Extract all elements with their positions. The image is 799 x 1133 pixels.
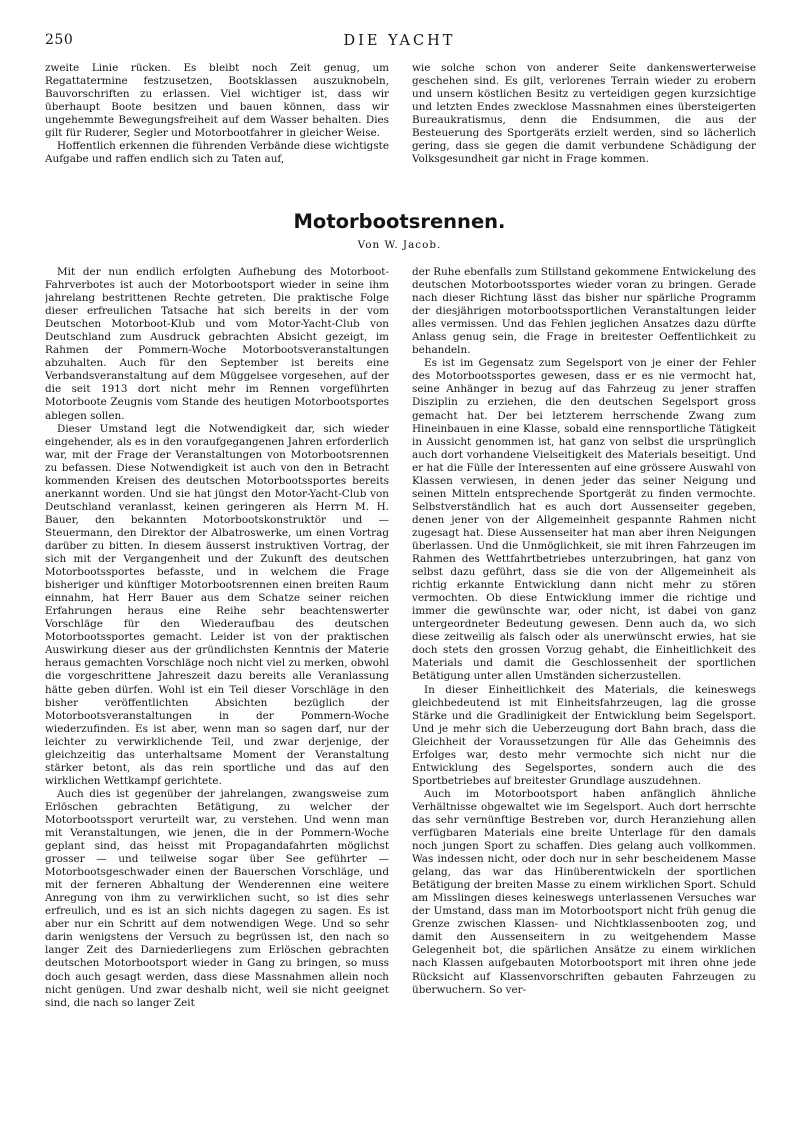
top-left-paragraph: zweite Linie rücken. Es bleibt noch Zeit genug, um Regattatermine festzusetzen, Bootsklassen auszuknobeln, Bauvorschriften zu erlassen. Viel wichtiger ist, dass wir überhaupt Boote besitzen und bauen können, dass wir ungehemmte Bewegungsfreiheit auf dem Wasser behalten. Dies gilt für Ruderer, Segler und Motorbootfahrer in gleicher Weise. — [45, 62, 389, 140]
article-right-paragraph: In dieser Einheitlichkeit des Materials, die keineswegs gleichbedeutend ist mit Einheitsfahrzeugen, lag die grosse Stärke und die Gradlinigkeit der Entwicklung beim Segelsport. Und je mehr sich die Ueberzeugung dort Bahn brach, dass die Gleichheit der Voraussetzungen für Alle das Geheimnis des Erfolges war, desto mehr vermochte sich nicht nur die Entwicklung des Segelsportes, sondern auch die des Sportbetriebes auf breitester Grundlage auszudehnen. — [412, 683, 756, 787]
article-right-paragraph: Auch im Motorbootsport haben anfänglich ähnliche Verhältnisse obgewaltet wie im Segelsport. Auch dort herrschte das sehr vernünftige Bestreben vor, durch Heranziehung allen verfügbaren Materials eine breite Unterlage für den damals noch jungen Sport zu schaffen. Dies gelang auch vollkommen. Was indessen nicht, oder doch nur in sehr bescheidenem Masse gelang, das war das Hinüberentwickeln der sportlichen Betätigung der breiten Masse zu einem wirklichen Sport. Schuld am Misslingen dieses keineswegs unterlassenen Versuches war der Umstand, dass man im Motorbootsport nicht früh genug die Grenze zwischen Klassen- und Nichtklassenbooten zog, und damit den Aussenseitern in zu weitgehendem Masse Gelegenheit bot, die spärlichen Ansätze zu einem wirklichen nach Klassen aufgebauten Motorbootsport mit ihren ohne jede Rücksicht auf Klassenvorschriften gebauten Fahrzeugen zu überwuchern. So ver- — [412, 787, 756, 996]
top-right-column — [412, 62, 756, 190]
article-right-paragraph: Es ist im Gegensatz zum Segelsport von je einer der Fehler des Motorbootssportes gewesen, dass er es nie vermocht hat, seine Anhänger in bezug auf das Fahrzeug zu jener straffen Disziplin zu erziehen, die den deutschen Segelsport gross gemacht hat. Der bei letzterem herrschende Zwang zum Hineinbauen in eine Klasse, sobald eine rennsportliche Tätigkeit in Aussicht genommen ist, hat ganz von selbst die ursprünglich auch dort vorhandene Vielseitigkeit des Materials beseitigt. Und er hat die Fülle der Interessenten auf eine grössere Auswahl von Klassen verwiesen, in denen jeder das seiner Neigung und seinen Mitteln entsprechende Sportgerät zu finden vermochte. Selbstverständlich hat es auch dort Aussenseiter gegeben, denen jener von der Allgemeinheit gespannte Rahmen nicht zugesagt hat. Diese Aussenseiter hat man aber ihren Neigungen überlassen. Und die Unmöglichkeit, sie mit ihren Fahrzeugen im Rahmen des Wettfahrtbetriebes unterzubringen, hat ganz von selbst dazu geführt, dass sie die von der Allgemeinheit als richtig erkannte Entwicklung dann nicht mehr zu stören vermochten. Ob diese Entwicklung immer die richtige und immer die gewünschte war, oder nicht, ist dabei von ganz untergeordneter Bedeutung gewesen. Denn auch da, wo sich diese zeitweilig als falsch oder als unerwünscht erwies, hat sie doch stets den grossen Vorzug gehabt, die Einheitlichkeit des Materials und damit die Geschlossenheit der sportlichen Betätigung unter allen Umständen sicherzustellen. — [412, 357, 756, 683]
article-left-paragraph: Dieser Umstand legt die Notwendigkeit dar, sich wieder eingehender, als es in den voraufgegangenen Jahren erforderlich war, mit der Frage der Veranstaltungen von Motorbootsrennen zu befassen. Diese Notwendigkeit ist auch von den in Betracht kommenden Kreisen des deutschen Motorbootssportes bereits anerkannt worden. Und sie hat jüngst den Motor-Yacht-Club von Deutschland veranlasst, keinen geringeren als Herrn M. H. Bauer, den bekannten Motorbootskonstruktör und — Steuermann, den Direktor der Albatroswerke, um einen Vortrag darüber zu bitten. In diesem äusserst instruktiven Vortrag, der sich mit der Vergangenheit und der Zukunft des deutschen Motorbootssportes befasste, und in welchem die Frage bisheriger und künftiger Motorbootsrennen einen breiten Raum einnahm, hat Herr Bauer aus dem Schatze seiner reichen Erfahrungen heraus eine Reihe sehr beachtenswerter Vorschläge für den Wiederaufbau des deutschen Motorbootssportes gemacht. Leider ist von der praktischen Auswirkung dieser aus der gründlichsten Kenntnis der Materie heraus gemachten Vorschläge noch nicht viel zu merken, obwohl die vorgeschrittene Jahreszeit dazu bereits alle Veranlassung hätte geben dürfen. Wohl ist ein Teil dieser Vorschläge in den bisher veröffentlichten Absichten bezüglich der Motorbootsveranstaltungen in der Pommern-Woche wiederzufinden. Es ist aber, wenn man so sagen darf, nur der leichter zu verwirklichende Teil, und zwar derjenige, der gleichzeitig das unterhaltsame Moment der Veranstaltung stärker betont, als das rein sportliche und das auf den wirklichen Wettkampf gerichtete. — [45, 422, 389, 787]
article-title: Motorbootsrennen. — [293, 210, 506, 233]
top-right-paragraph: wie solche schon von anderer Seite dankenswerterweise geschehen sind. Es gilt, verlorenes Terrain wieder zu erobern und unsern köstlichen Besitz zu verteidigen gegen kurzsichtige und letzten Endes zwecklose Massnahmen eines übersteigerten Bureaukratismus, denn die Endsummen, die aus der Besteuerung des Sportgeräts erzielt werden, sind so lächerlich gering, dass sie gegen die damit verbundene Schädigung der Volksgesundheit gar nicht in Frage kommen. — [412, 62, 756, 166]
article-left-column — [45, 266, 389, 1116]
top-left-column — [45, 62, 389, 190]
article-right-column — [412, 266, 756, 1116]
article-left-paragraph: Auch dies ist gegenüber der jahrelangen, zwangsweise zum Erlöschen gebrachten Betätigung, zu welcher der Motorbootssport verurteilt war, zu verstehen. Und wenn man mit Veranstaltungen, wie jenen, die in der Pommern-Woche geplant sind, das heisst mit Propagandafahrten möglichst grosser — und teilweise sogar über See geführter — Motorbootsgeschwader einen der Bauerschen Vorschläge, und mit der ferneren Abhaltung der Wenderennen eine weitere Anregung von ihm zu verwirklichen sucht, so ist dies sehr erfreulich, und es ist an sich nichts dagegen zu sagen. Es ist aber nur ein Schritt auf dem notwendigen Wege. Und so sehr darin wenigstens der Versuch zu begrüssen ist, den nach so langer Zeit des Darniederliegens zum Erlöschen gebrachten deutschen Motorbootsport wieder in Gang zu bringen, so muss doch auch gesagt werden, dass diese Massnahmen allein noch nicht genügen. Und zwar deshalb nicht, weil sie nicht geeignet sind, die nach so langer Zeit — [45, 787, 389, 1009]
article-right-paragraph: der Ruhe ebenfalls zum Stillstand gekommene Entwickelung des deutschen Motorbootssportes wieder voran zu bringen. Gerade nach dieser Richtung lässt das bisher nur spärliche Programm der diesjährigen motorbootssportlichen Veranstaltungen leider alles vermissen. Und das Fehlen jeglichen Ansatzes dazu dürfte Anlass genug sein, die Frage in breitester Oeffentlichkeit zu behandeln. — [412, 266, 756, 357]
running-title: DIE YACHT — [343, 33, 456, 49]
article-left-paragraph: Mit der nun endlich erfolgten Aufhebung des Motorboot-Fahrverbotes ist auch der Motorbootsport wieder in seine ihm jahrelang bestrittenen Rechte getreten. Die praktische Folge dieser erfreulichen Tatsache hat sich bereits in der vom Deutschen Motorboot-Klub und vom Motor-Yacht-Club von Deutschland zum Ausdruck gebrachten Absicht gezeigt, im Rahmen der Pommern-Woche Motorbootsveranstaltungen abzuhalten. Auch für den September ist bereits eine Verbandsveranstaltung auf dem Müggelsee vorgesehen, auf der die seit 1913 dort nicht mehr im Rennen vorgeführten Motorboote Zeugnis vom Stande des heutigen Motorbootsportes ablegen sollen. — [45, 266, 389, 422]
article-byline: Von W. Jacob. — [357, 239, 442, 251]
page-number: 250 — [45, 32, 74, 48]
top-left-paragraph: Hoffentlich erkennen die führenden Verbände diese wichtigste Aufgabe und raffen endlich sich zu Taten auf, — [45, 140, 389, 166]
